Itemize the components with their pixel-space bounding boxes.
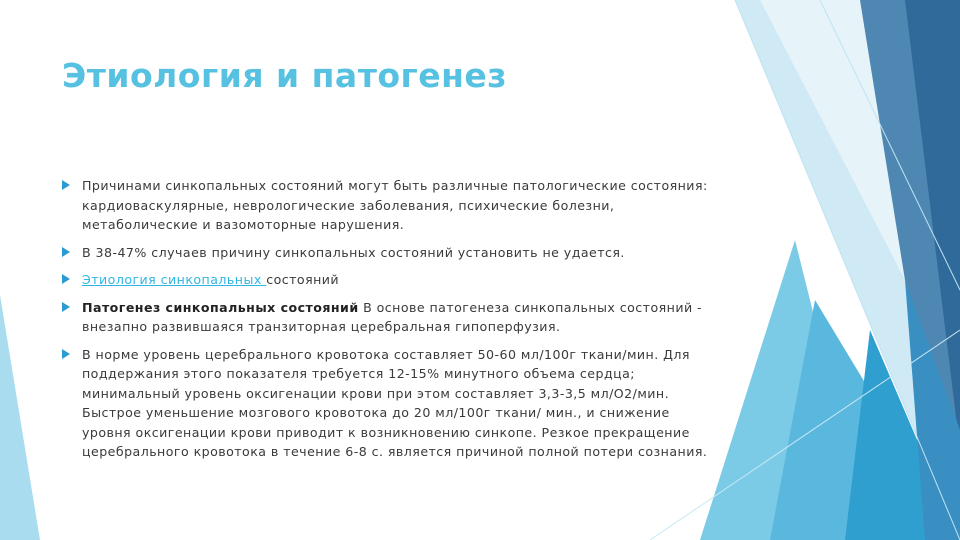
triangle-bullet-icon bbox=[62, 247, 70, 257]
bullet-text: В 38-47% случаев причину синкопальных состояний установить не удается. bbox=[82, 244, 625, 260]
bullet-item bbox=[62, 176, 722, 235]
bullet-list bbox=[62, 176, 722, 470]
deco-triangle-left bbox=[0, 295, 40, 540]
bullet-text: состояний bbox=[266, 272, 340, 287]
triangle-bullet-icon bbox=[62, 349, 70, 359]
bullet-item bbox=[62, 270, 722, 290]
bullet-item bbox=[62, 243, 722, 263]
bullet-bold-heading: Патогенез синкопальных состояний bbox=[82, 299, 359, 315]
triangle-bullet-icon bbox=[62, 180, 70, 190]
bullet-text: Причинами синкопальных состояний могут быть различные патологические состояния: кардиоваскулярные, неврологические заболевания, психические болезни, метаболические и вазомоторные нарушения. bbox=[82, 178, 708, 232]
bullet-item bbox=[62, 298, 722, 337]
bullet-text: В основе патогенеза синкопальных состояний - внезапно развившаяся транзиторная церебральная гипоперфузия. bbox=[82, 299, 703, 334]
etiology-link[interactable]: Этиология синкопальных bbox=[82, 272, 267, 287]
bullet-item bbox=[62, 345, 722, 462]
slide-title: Этиология и патогенез bbox=[62, 56, 507, 95]
triangle-bullet-icon bbox=[62, 302, 70, 312]
triangle-bullet-icon bbox=[62, 274, 70, 284]
bullet-text: В норме уровень церебрального кровотока составляет 50-60 мл/100г ткани/мин. Для поддержания этого показателя требуется 12-15% минутного объема сердца; минимальный уровень оксигенации крови при этом составляет 3,3-3,5 мл/О2/мин. Быстрое уменьшение мозгового кровотока до 20 мл/100г ткани/ мин., и снижение уровня оксигенации крови приводит к возникновению синкопе. Резкое прекращение церебрального кровотока в течение 6-8 с. является причиной полной потери сознания. bbox=[82, 346, 708, 459]
